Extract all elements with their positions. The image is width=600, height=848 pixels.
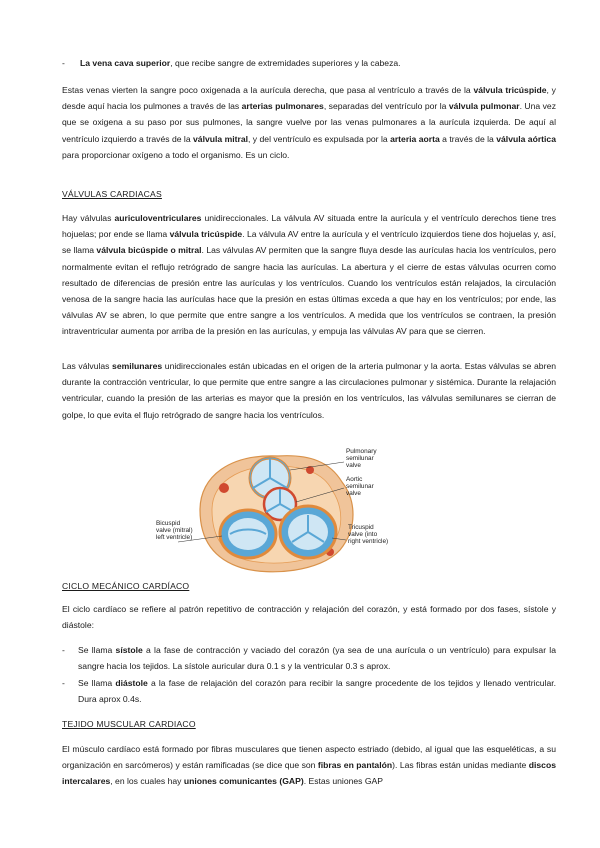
term-vena-cava: La vena cava superior — [80, 58, 171, 68]
tricuspid-valve-graphic — [280, 506, 336, 558]
heading-tejido-muscular: TEJIDO MUSCULAR CARDIACO — [62, 719, 196, 729]
cycle-paragraph: El ciclo cardíaco se refiere al patrón repetitivo de contracción y relajación del corazón, y está formado por dos fases, sístole y diástole: — [62, 604, 556, 631]
label-tricuspid-valve: Tricuspid valve (into right ventricle) — [348, 524, 389, 546]
intro-bullet-mark: - — [62, 58, 65, 68]
heart-valves-figure — [156, 448, 460, 576]
heart-valves-illustration — [160, 448, 460, 576]
heading-valvulas-cardiacas: VÁLVULAS CARDIACAS — [62, 189, 162, 199]
bicuspid-valve-graphic — [220, 510, 276, 558]
label-aortic-valve: Aortic semilunar valve — [346, 476, 374, 498]
vessel-left — [219, 483, 229, 493]
label-pulmonary-valve: Pulmonary semilunar valve — [346, 448, 377, 470]
av-valves-paragraph: Hay válvulas auriculoventriculares unidireccionales. La válvula AV situada entre la aurícula y el ventrículo derechos tiene tres hojuelas; por ende se llama válvula tricúspide. La válvula AV entre la aurícula y el ventrículo izquierdos tiene dos hojuelas y, así, se llama válvula bicúspide o mitral. Las válvulas AV permiten que la sangre fluya desde las aurículas hacia los ventrículos, pero normalmente evitan el reflujo retrógrado de sangre hacia las aurículas. La abertura y el cierre de estas válvulas ocurren como resultado de diferencias de presión entre las aurículas y los ventrículos. Cuando los ventrículos están relajados, la circulación venosa de la sangre hacia las aurículas hace que la presión en estas últimas exceda a que hay en los ventrículos; por ende, las válvulas AV se abren, lo que permite que entre sangre a los ventrículos. A medida que los ventrículos se contraen, la presión intraventricular aumenta por arriba de la presión en las aurículas, y empuja las válvulas AV para que se cierren. — [62, 213, 557, 337]
heading-ciclo-mecanico: CICLO MECÁNICO CARDÍACO — [62, 581, 190, 591]
systole-list-item: Se llama sístole a la fase de contracción y vaciado del corazón (ya sea de una aurícula o un ventrículo) para expulsar la sangre hacia los tejidos. La sístole auricular dura 0.1 s y la ventricular 0.3 s aprox. — [78, 645, 556, 672]
diastole-bullet-mark: - — [62, 678, 65, 688]
intro-list-item: La vena cava superior, que recibe sangre de extremidades superiores y la cabeza. — [80, 58, 401, 68]
circulation-paragraph: Estas venas vierten la sangre poco oxigenada a la aurícula derecha, que pasa al ventrículo a través de la válvula tricúspide, y desde aquí hacia los pulmones a través de las arterias pulmonares, separadas del ventrículo por la válvula pulmonar. Una vez que se oxigena a su paso por sus pulmones, la sangre vuelve por las venas pulmonares a la aurícula izquierda. De aquí al ventrículo izquierdo a través de la válvula mitral, y del ventrículo es expulsada por la arteria aorta a través de la válvula aórtica para proporcionar oxígeno a todo el organismo. Es un ciclo. — [62, 85, 556, 160]
label-bicuspid-valve: Bicuspid valve (mitral) left ventricle) — [156, 520, 193, 542]
diastole-list-item: Se llama diástole a la fase de relajación del corazón para recibir la sangre procedente de los tejidos y llenado ventricular. Dura aprox 0.4s. — [78, 678, 557, 705]
semilunar-valves-paragraph: Las válvulas semilunares unidireccionales están ubicadas en el origen de la arteria pulmonar y la aorta. Estas válvulas se abren durante la contracción ventricular, lo que permite que entre sangre a las circulaciones pulmonar y sistémica. Durante la relajación ventricular, cuando la presión de las arterias es mayor que la presión en los ventrículos, las válvulas semilunares se cierran de golpe, lo que evita el flujo retrógrado de sangre hacia los ventrículos. — [62, 361, 557, 420]
muscle-paragraph: El músculo cardíaco está formado por fibras musculares que tienen aspecto estriado (debido, al igual que las esqueléticas, a su organización en sarcómeros) y están ramificadas (se dice que son fibras en pantalón). Las fibras están unidas mediante discos intercalares, en los cuales hay uniones comunicantes (GAP). Estas uniones GAP — [62, 744, 556, 787]
systole-bullet-mark: - — [62, 645, 65, 655]
